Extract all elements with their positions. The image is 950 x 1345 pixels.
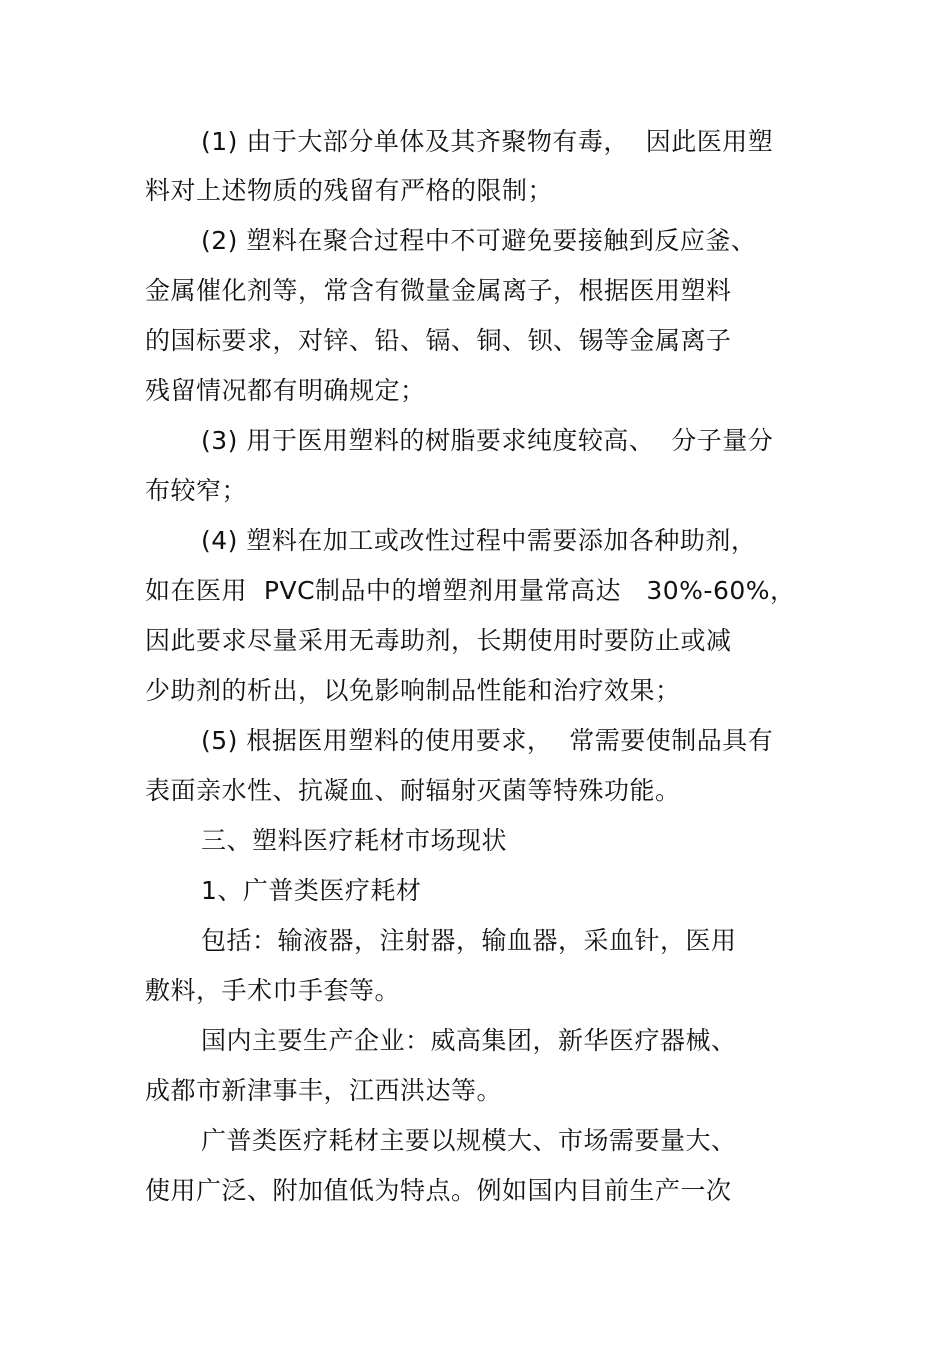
- paragraph-line: 布较窄；: [145, 476, 248, 505]
- paragraph-line: 因此要求尽量采用无毒助剂，长期使用时要防止或减: [145, 626, 732, 655]
- section-heading: 三、塑料医疗耗材市场现状: [201, 826, 508, 855]
- subsection-heading: 1、广普类医疗耗材: [201, 876, 422, 905]
- paragraph-line: (2) 塑料在聚合过程中不可避免要接触到反应釜、: [201, 226, 757, 255]
- paragraph-line: (3) 用于医用塑料的树脂要求纯度较高、 分子量分: [201, 426, 774, 455]
- paragraph-line: 敷料，手术巾手套等。: [145, 976, 401, 1005]
- paragraph-line: 国内主要生产企业：威高集团，新华医疗器械、: [201, 1026, 737, 1055]
- paragraph-line: 少助剂的析出，以免影响制品性能和治疗效果；: [145, 676, 681, 705]
- paragraph-line: 的国标要求，对锌、铅、镉、铜、钡、锡等金属离子: [145, 326, 732, 355]
- paragraph-line: 表面亲水性、抗凝血、耐辐射灭菌等特殊功能。: [145, 776, 681, 805]
- paragraph-line: 残留情况都有明确规定；: [145, 376, 426, 405]
- paragraph-line: (1) 由于大部分单体及其齐聚物有毒， 因此医用塑: [201, 127, 774, 156]
- paragraph-line: 使用广泛、附加值低为特点。例如国内目前生产一次: [145, 1176, 732, 1205]
- paragraph-line: 成都市新津事丰，江西洪达等。: [145, 1076, 503, 1105]
- paragraph-line: (5) 根据医用塑料的使用要求， 常需要使制品具有: [201, 726, 774, 755]
- paragraph-line: 包括：输液器，注射器，输血器，采血针，医用: [201, 926, 737, 955]
- paragraph-line: 如在医用 PVC制品中的增塑剂用量常高达 30%-60%，: [145, 576, 796, 605]
- paragraph-line: 金属催化剂等，常含有微量金属离子，根据医用塑料: [145, 276, 732, 305]
- paragraph-line: 料对上述物质的残留有严格的限制；: [145, 176, 554, 205]
- paragraph-line: (4) 塑料在加工或改性过程中需要添加各种助剂，: [201, 526, 757, 555]
- paragraph-line: 广普类医疗耗材主要以规模大、市场需要量大、: [201, 1126, 737, 1155]
